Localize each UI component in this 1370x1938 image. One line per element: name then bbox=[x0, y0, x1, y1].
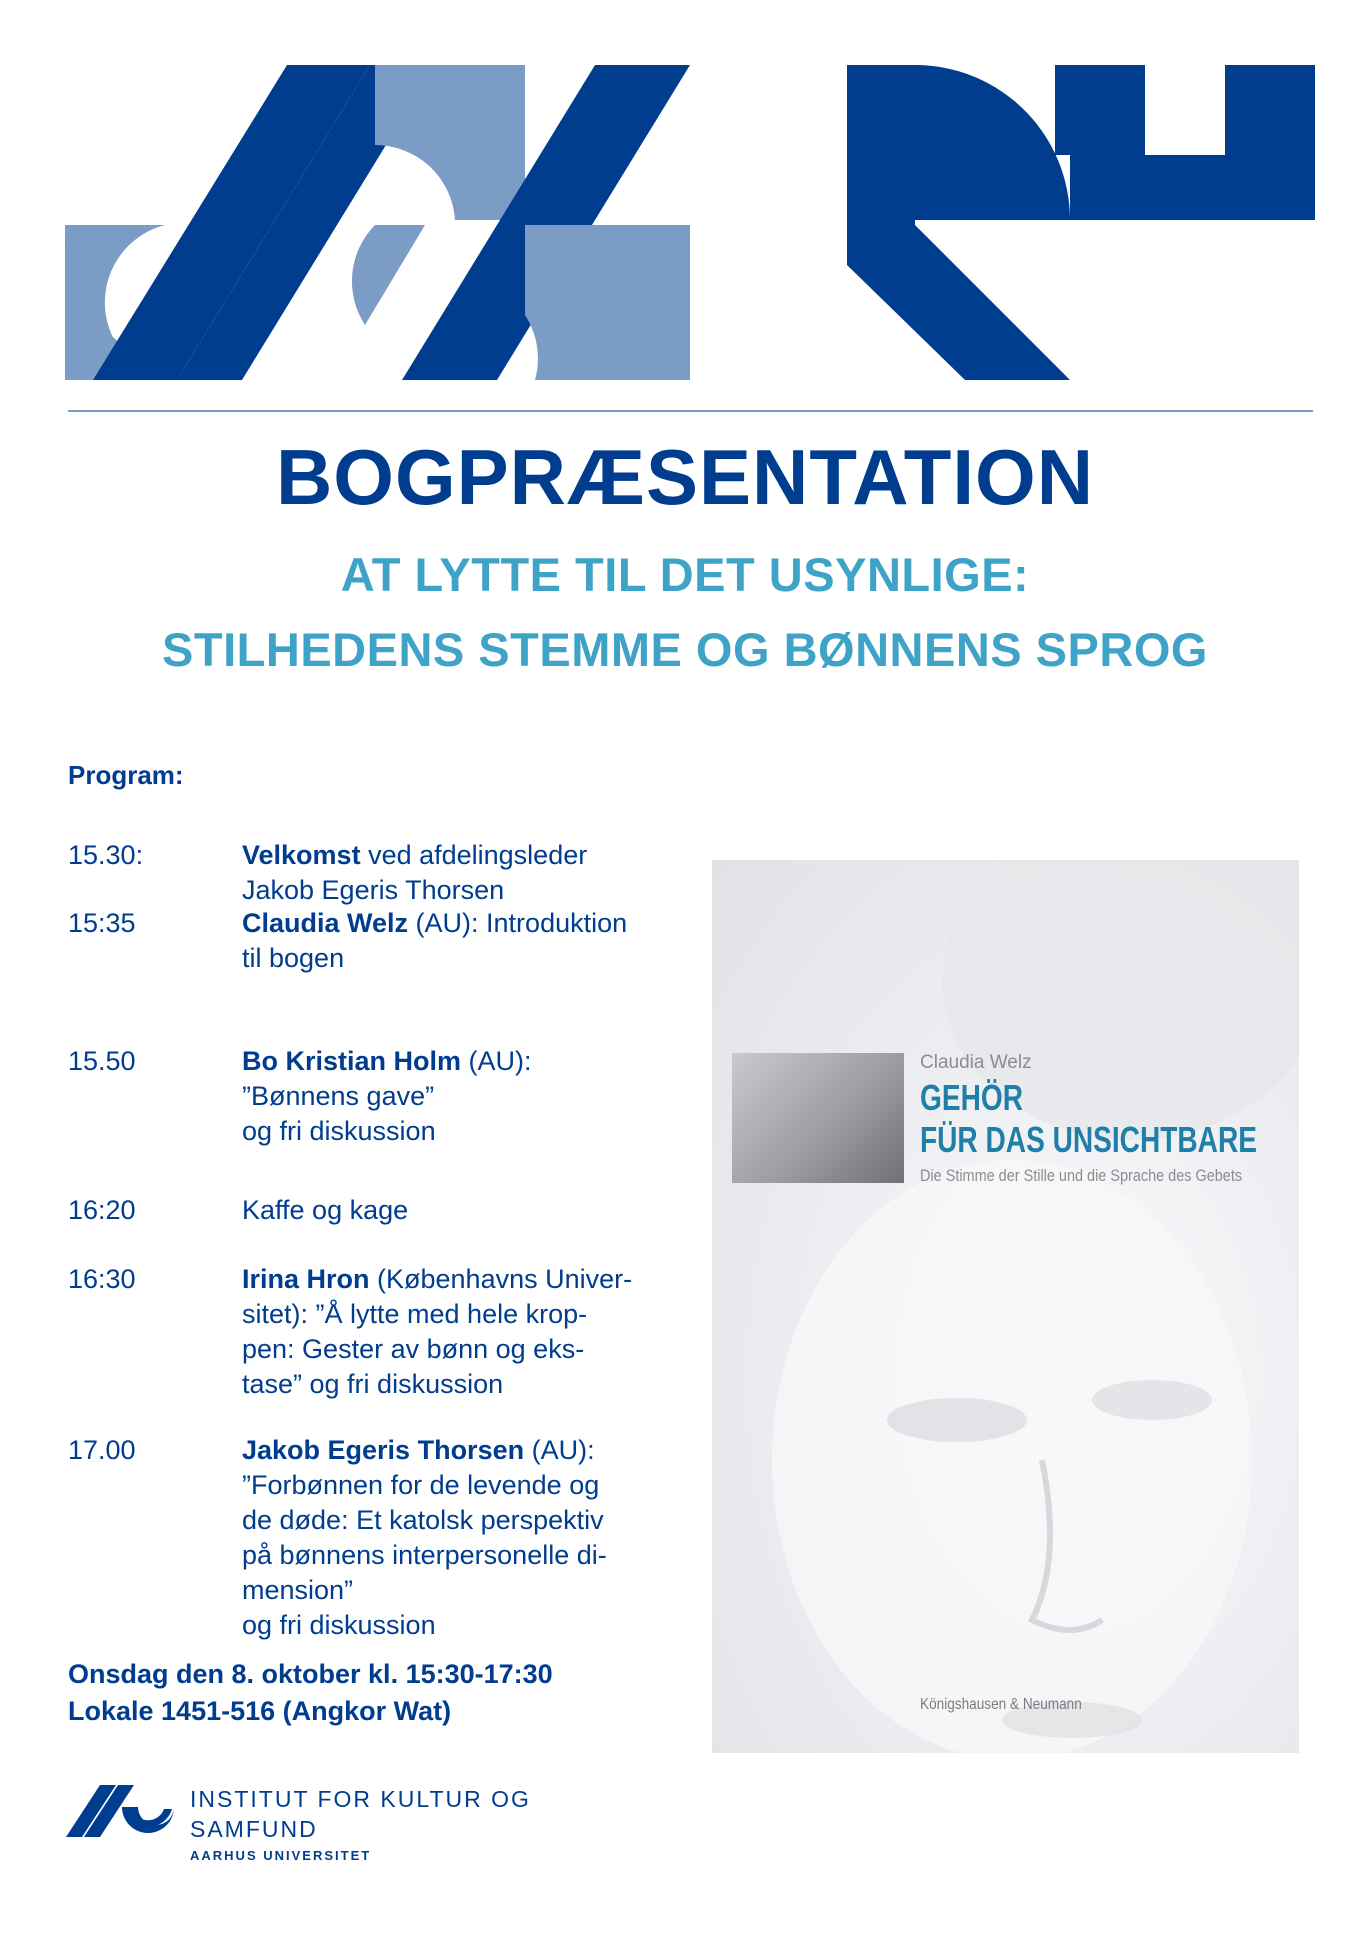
speaker-name: Jakob Egeris Thorsen bbox=[242, 1435, 525, 1465]
university-name: AARHUS UNIVERSITET bbox=[190, 1848, 372, 1863]
aarhus-university-logo-icon bbox=[66, 1785, 174, 1837]
program-description-line bbox=[242, 1573, 662, 1608]
decorative-banner-graphic bbox=[65, 65, 1315, 380]
program-text: til bogen bbox=[242, 943, 345, 973]
program-text: og fri diskussion bbox=[242, 1116, 436, 1146]
program-text: ved afdelingsleder bbox=[360, 840, 588, 870]
program-description-line bbox=[242, 873, 662, 908]
program-description-line bbox=[242, 838, 662, 873]
program-description-line bbox=[242, 1193, 662, 1228]
event-room: Lokale 1451-516 (Angkor Wat) bbox=[68, 1696, 452, 1726]
face-illustration bbox=[712, 860, 1299, 1753]
program-text: mension” bbox=[242, 1575, 354, 1605]
subtitle-line-1: AT LYTTE TIL DET USYNLIGE: bbox=[340, 548, 1030, 601]
program-text: ”Forbønnen for de levende og bbox=[242, 1470, 600, 1500]
cover-title-line-1: GEHÖR bbox=[920, 1077, 1023, 1118]
program-description-line bbox=[242, 1044, 662, 1079]
horizontal-rule bbox=[68, 410, 1313, 412]
program-text: (AU): bbox=[461, 1046, 532, 1076]
program-text: Kaffe og kage bbox=[242, 1195, 409, 1225]
program-description bbox=[242, 838, 662, 908]
program-time: 15.50 bbox=[68, 1046, 136, 1076]
program-description-line bbox=[242, 1262, 662, 1297]
cover-author: Claudia Welz bbox=[920, 1052, 1032, 1073]
program-description bbox=[242, 906, 662, 976]
event-details bbox=[68, 1656, 553, 1730]
program-description-line bbox=[242, 1433, 662, 1468]
program-text: og fri diskussion bbox=[242, 1610, 436, 1640]
program-description bbox=[242, 1193, 662, 1228]
speaker-name: Claudia Welz bbox=[242, 908, 409, 938]
program-description-line bbox=[242, 1608, 662, 1643]
program-text: sitet): ”Å lytte med hele krop- bbox=[242, 1299, 588, 1329]
cover-publisher: Königshausen & Neumann bbox=[920, 1696, 1082, 1713]
program-label: Program: bbox=[68, 760, 184, 790]
program-description-line bbox=[242, 1538, 662, 1573]
banner-shape bbox=[375, 65, 525, 220]
program-description bbox=[242, 1044, 662, 1149]
program-description bbox=[242, 1433, 662, 1643]
program-description-line bbox=[242, 906, 662, 941]
banner-shape bbox=[525, 225, 690, 380]
banner-shape bbox=[1070, 155, 1315, 220]
program-description bbox=[242, 1262, 662, 1402]
program-text: (Københavns Univer- bbox=[369, 1264, 633, 1294]
program-time: 15.30: bbox=[68, 840, 144, 870]
program-description-line bbox=[242, 1114, 662, 1149]
program-description-line bbox=[242, 1468, 662, 1503]
program-text: Jakob Egeris Thorsen bbox=[242, 875, 505, 905]
program-text: de døde: Et katolsk perspektiv bbox=[242, 1505, 604, 1535]
program-time: 16:30 bbox=[68, 1264, 136, 1294]
program-description-line bbox=[242, 1332, 662, 1367]
banner-shape bbox=[847, 65, 915, 225]
institute-name-line-2: SAMFUND bbox=[190, 1816, 318, 1842]
book-cover bbox=[712, 860, 1299, 1753]
cover-thumbnail-image bbox=[732, 1053, 904, 1183]
banner-shape bbox=[847, 225, 1070, 380]
event-date: Onsdag den 8. oktober kl. 15:30-17:30 bbox=[68, 1659, 553, 1689]
banner-shape bbox=[1225, 65, 1315, 155]
program-time: 17.00 bbox=[68, 1435, 136, 1465]
institute-name-line-1: INSTITUT FOR KULTUR OG bbox=[190, 1786, 531, 1812]
program-description-line bbox=[242, 941, 662, 976]
program-time: 15:35 bbox=[68, 908, 136, 938]
program-text: på bønnens interpersonelle di- bbox=[242, 1540, 607, 1570]
speaker-name: Bo Kristian Holm bbox=[242, 1046, 462, 1076]
program-description-line bbox=[242, 1079, 662, 1114]
subtitle-line-2: STILHEDENS STEMME OG BØNNENS SPROG bbox=[162, 623, 1208, 676]
program-description-line bbox=[242, 1297, 662, 1332]
cover-title-line-2: FÜR DAS UNSICHTBARE bbox=[920, 1119, 1257, 1160]
program-text: ”Bønnens gave” bbox=[242, 1081, 435, 1111]
program-text: (AU): Introduktion bbox=[408, 908, 628, 938]
program-description-line bbox=[242, 1503, 662, 1538]
speaker-name: Velkomst bbox=[242, 840, 361, 870]
program-text: pen: Gester av bønn og eks- bbox=[242, 1334, 585, 1364]
program-time: 16:20 bbox=[68, 1195, 136, 1225]
program-text: tase” og fri diskussion bbox=[242, 1369, 504, 1399]
speaker-name: Irina Hron bbox=[242, 1264, 370, 1294]
program-description-line bbox=[242, 1367, 662, 1402]
program-text: (AU): bbox=[524, 1435, 595, 1465]
cover-subtitle: Die Stimme der Stille und die Sprache des Gebets bbox=[920, 1166, 1243, 1185]
banner-shape bbox=[1055, 65, 1145, 155]
page-title: BOGPRÆSENTATION bbox=[275, 433, 1095, 521]
